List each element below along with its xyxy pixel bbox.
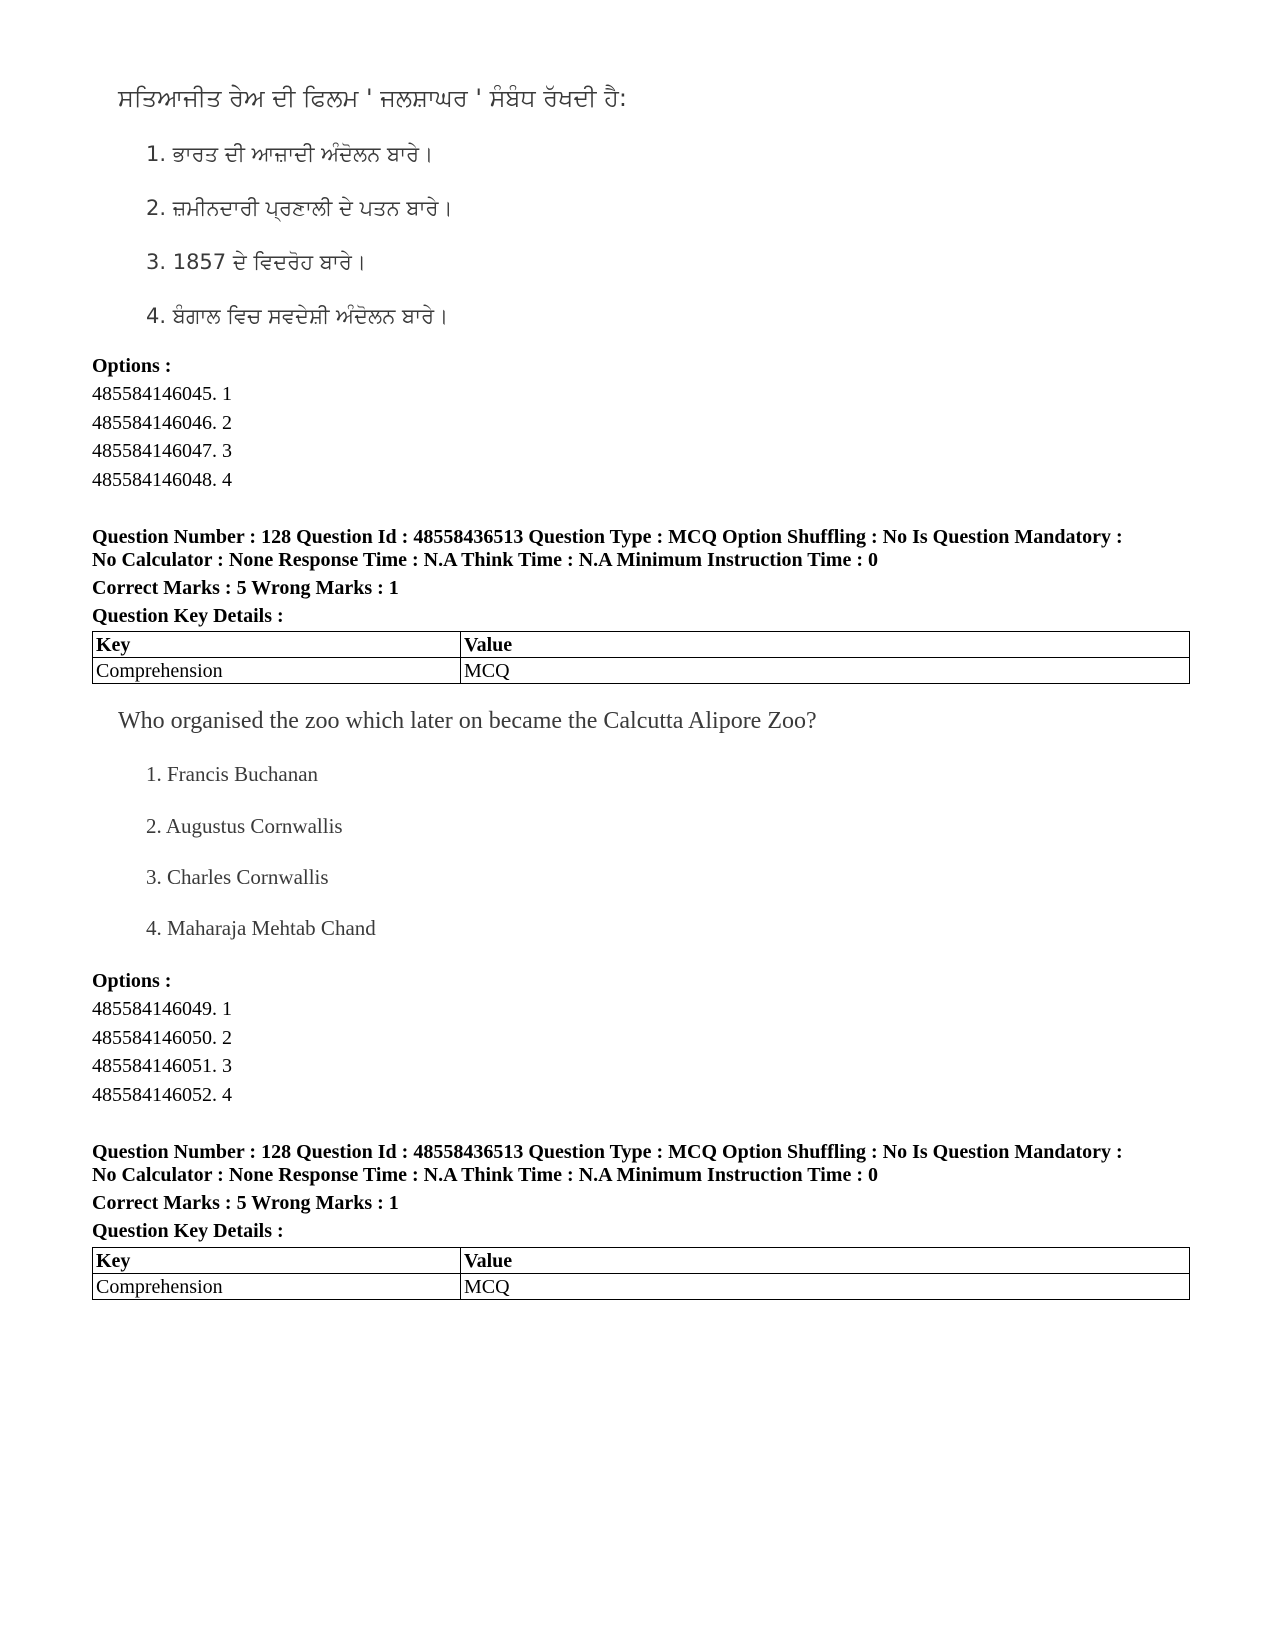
- option-item: 485584146046. 2: [92, 411, 232, 434]
- table-row: [93, 1274, 1190, 1300]
- key-details-title: Question Key Details :: [92, 605, 284, 627]
- question-meta: [92, 1141, 1192, 1245]
- question-meta-line: Question Number : 128 Question Id : 48558436513 Question Type : MCQ Option Shuffling : No Is Question Mandatory :: [92, 526, 1123, 548]
- table-cell: MCQ: [461, 1274, 1190, 1300]
- table-header-cell: Key: [93, 632, 461, 658]
- question-meta: [92, 526, 1192, 630]
- table-header-cell: Value: [461, 632, 1190, 658]
- marks-line: Correct Marks : 5 Wrong Marks : 1: [92, 577, 399, 599]
- question-choice: 2. ਜ਼ਮੀਨਦਾਰੀ ਪ੍ਰਣਾਲੀ ਦੇ ਪਤਨ ਬਾਰੇ।: [146, 196, 453, 220]
- question-text: ਸਤਿਆਜੀਤ ਰੇਅ ਦੀ ਫਿਲਮ ' ਜਲਸ਼ਾਘਰ ' ਸੰਬੰਧ ਰੱਖਦੀ ਹੈ:: [118, 84, 627, 112]
- question-image-english: [118, 708, 878, 948]
- question-choice: 3. Charles Cornwallis: [146, 865, 329, 889]
- options-title: Options :: [92, 355, 172, 377]
- key-details-title: Question Key Details :: [92, 1220, 284, 1242]
- key-details-table: [92, 1247, 1190, 1300]
- option-item: 485584146052. 4: [92, 1083, 232, 1106]
- table-header-cell: Value: [461, 1248, 1190, 1274]
- question-meta-line: Question Number : 128 Question Id : 48558436513 Question Type : MCQ Option Shuffling : No Is Question Mandatory :: [92, 1141, 1123, 1163]
- option-item: 485584146048. 4: [92, 468, 232, 491]
- marks-line: Correct Marks : 5 Wrong Marks : 1: [92, 1192, 399, 1214]
- question-meta-line: No Calculator : None Response Time : N.A Think Time : N.A Minimum Instruction Time : 0: [92, 1164, 878, 1186]
- options-title: Options :: [92, 970, 172, 992]
- options-list: [92, 352, 1192, 494]
- question-choice: 2. Augustus Cornwallis: [146, 814, 343, 838]
- question-choice: 4. Maharaja Mehtab Chand: [146, 916, 376, 940]
- option-item: 485584146045. 1: [92, 383, 232, 405]
- table-cell: MCQ: [461, 658, 1190, 684]
- question-image-punjabi: [118, 84, 818, 344]
- question-choice: 3. 1857 ਦੇ ਵਿਦਰੋਹ ਬਾਰੇ।: [146, 250, 367, 274]
- question-text: Who organised the zoo which later on became the Calcutta Alipore Zoo?: [118, 708, 817, 734]
- option-item: 485584146050. 2: [92, 1026, 232, 1049]
- option-item: 485584146047. 3: [92, 440, 232, 462]
- question-choice: 4. ਬੰਗਾਲ ਵਿਚ ਸਵਦੇਸ਼ੀ ਅੰਦੋਲਨ ਬਾਰੇ।: [146, 304, 449, 328]
- question-choice: 1. Francis Buchanan: [146, 762, 319, 786]
- key-details-table: [92, 631, 1190, 684]
- table-cell: Comprehension: [93, 1274, 461, 1300]
- question-choice: 1. ਭਾਰਤ ਦੀ ਆਜ਼ਾਦੀ ਅੰਦੋਲਨ ਬਾਰੇ।: [146, 142, 434, 166]
- table-header-row: [93, 1248, 1190, 1274]
- option-item: 485584146049. 1: [92, 998, 232, 1020]
- options-list: [92, 967, 1192, 1109]
- option-item: 485584146051. 3: [92, 1055, 232, 1077]
- table-header-cell: Key: [93, 1248, 461, 1274]
- table-row: [93, 658, 1190, 684]
- table-header-row: [93, 632, 1190, 658]
- question-meta-line: No Calculator : None Response Time : N.A Think Time : N.A Minimum Instruction Time : 0: [92, 549, 878, 571]
- table-cell: Comprehension: [93, 658, 461, 684]
